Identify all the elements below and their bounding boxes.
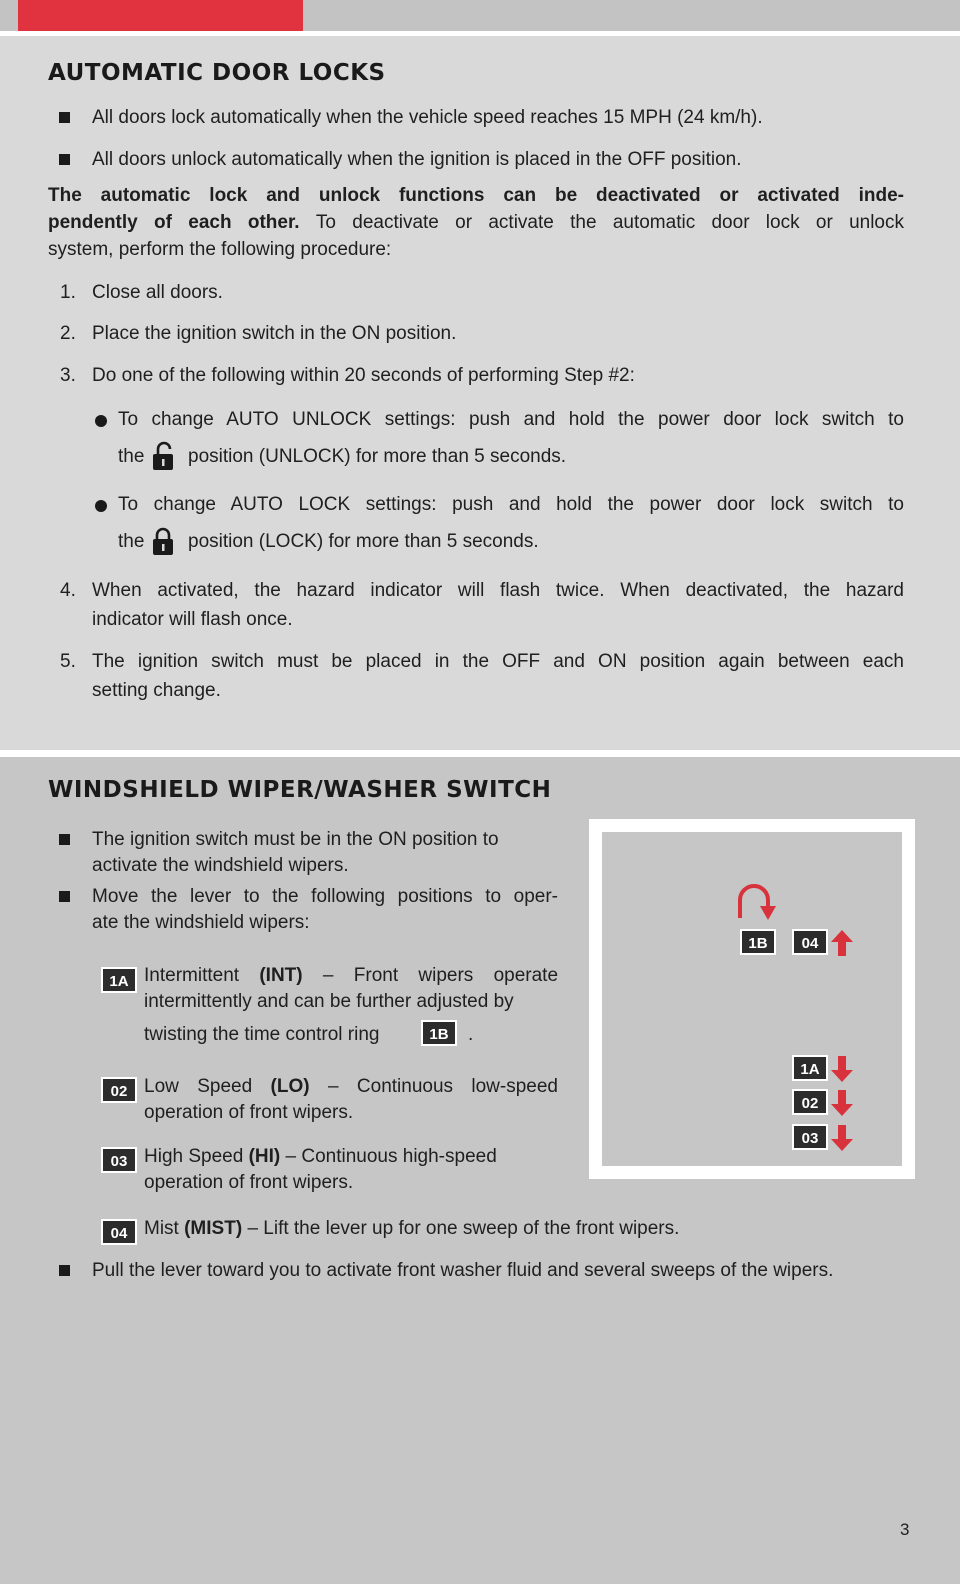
bullet-text: The ignition switch must be in the ON position to (92, 829, 499, 850)
int-label: Intermittent (144, 965, 240, 986)
bullet-square (59, 112, 70, 123)
paragraph-line (48, 209, 904, 237)
bullet-text: activate the windshield wipers. (92, 855, 349, 876)
position-badge-1b: 1B (421, 1020, 457, 1046)
diagram-badge-02: 02 (792, 1089, 828, 1115)
sub-bullet-text: position (LOCK) for more than 5 seconds. (188, 531, 539, 552)
lo-line (144, 1073, 558, 1101)
step-text: When activated, the hazard indicator will flash twice. When deactivated, the hazard (92, 580, 904, 601)
bullet-text: All doors lock automatically when the vehicle speed reaches 15 MPH (24 km/h). (92, 107, 763, 128)
bullet-text: Move the lever to the following positions to oper- (92, 886, 558, 907)
diagram-badge-03: 03 (792, 1124, 828, 1150)
paragraph-line: system, perform the following procedure: (48, 239, 392, 260)
lo-code: (LO) (270, 1076, 310, 1097)
top-header-bar (0, 0, 960, 31)
automatic-door-locks-section (0, 36, 960, 750)
sub-bullet-dot (95, 415, 107, 427)
step-text: Place the ignition switch in the ON position. (92, 323, 457, 344)
step-number: 4. (60, 580, 76, 601)
step-text: setting change. (92, 680, 221, 701)
arrow-down-icon (830, 1088, 854, 1118)
bullet-text: Pull the lever toward you to activate front washer fluid and several sweeps of the wipers. (92, 1260, 834, 1281)
mist-line (144, 1215, 679, 1243)
twist-arrow-icon (730, 878, 778, 924)
mist-code: (MIST) (184, 1218, 243, 1239)
paragraph-text: To deactivate or activate the automatic door lock or unlock (315, 212, 905, 233)
bullet-square (59, 154, 70, 165)
hi-line (144, 1143, 558, 1171)
int-desc: – Front wipers operate (322, 965, 559, 986)
section-divider (0, 750, 960, 757)
bullet-square (59, 891, 70, 902)
step-number: 5. (60, 651, 76, 672)
arrow-down-icon (830, 1123, 854, 1153)
mist-label: Mist (144, 1218, 179, 1239)
position-badge-02: 02 (101, 1077, 137, 1103)
page-number: 3 (900, 1520, 910, 1539)
step-number: 3. (60, 365, 76, 386)
sub-bullet-text: position (UNLOCK) for more than 5 seconds. (188, 446, 567, 467)
hi-desc: – Continuous high-speed (285, 1146, 497, 1167)
sub-bullet-text: the (118, 446, 145, 467)
sub-bullet-text: To change AUTO UNLOCK settings: push and hold the power door lock switch to (118, 409, 904, 430)
step-number: 2. (60, 323, 76, 344)
arrow-down-icon (830, 1054, 854, 1084)
int-code: (INT) (259, 965, 303, 986)
diagram-badge-1b: 1B (740, 929, 776, 955)
paragraph-bold-phrase: pendently of each other. (48, 212, 300, 233)
bullet-text: ate the windshield wipers: (92, 912, 310, 933)
position-badge-1a: 1A (101, 967, 137, 993)
position-badge-04: 04 (101, 1219, 137, 1245)
sub-bullet-text: To change AUTO LOCK settings: push and hold the power door lock switch to (118, 494, 904, 515)
lock-icon (152, 526, 174, 556)
sub-bullet-dot (95, 500, 107, 512)
hi-desc-line: operation of front wipers. (144, 1172, 354, 1193)
step-text: Close all doors. (92, 282, 223, 303)
sub-bullet-text: the (118, 531, 145, 552)
bullet-square (59, 1265, 70, 1276)
period: . (468, 1024, 474, 1045)
wiper-lever-diagram (589, 819, 915, 1179)
paragraph-bold-line: The automatic lock and unlock functions can be deactivated or activated inde- (48, 185, 904, 206)
step-number: 1. (60, 282, 76, 303)
step-text: indicator will flash once. (92, 609, 293, 630)
bullet-text: All doors unlock automatically when the ignition is placed in the OFF position. (92, 149, 742, 170)
bullet-square (59, 834, 70, 845)
step-text: Do one of the following within 20 seconds of performing Step #2: (92, 365, 635, 386)
section-title-wiper: WINDSHIELD WIPER/WASHER SWITCH (48, 777, 552, 803)
lo-desc-line: operation of front wipers. (144, 1102, 354, 1123)
unlock-icon (152, 441, 174, 471)
section-title-door-locks: AUTOMATIC DOOR LOCKS (48, 60, 386, 86)
mist-desc: – Lift the lever up for one sweep of the front wipers. (247, 1218, 680, 1239)
position-badge-03: 03 (101, 1147, 137, 1173)
lo-label: Low Speed (144, 1076, 253, 1097)
int-line (144, 962, 558, 990)
diagram-badge-04: 04 (792, 929, 828, 955)
int-desc-line: twisting the time control ring (144, 1024, 380, 1045)
diagram-badge-1a: 1A (792, 1055, 828, 1081)
lo-desc: – Continuous low-speed (327, 1076, 559, 1097)
arrow-up-icon (830, 928, 854, 958)
int-desc-line: intermittently and can be further adjusted by (144, 991, 514, 1012)
step-text: The ignition switch must be placed in the OFF and ON position again between each (92, 651, 904, 672)
hi-code: (HI) (248, 1146, 281, 1167)
header-accent-tab (18, 0, 303, 31)
hi-label: High Speed (144, 1146, 244, 1167)
